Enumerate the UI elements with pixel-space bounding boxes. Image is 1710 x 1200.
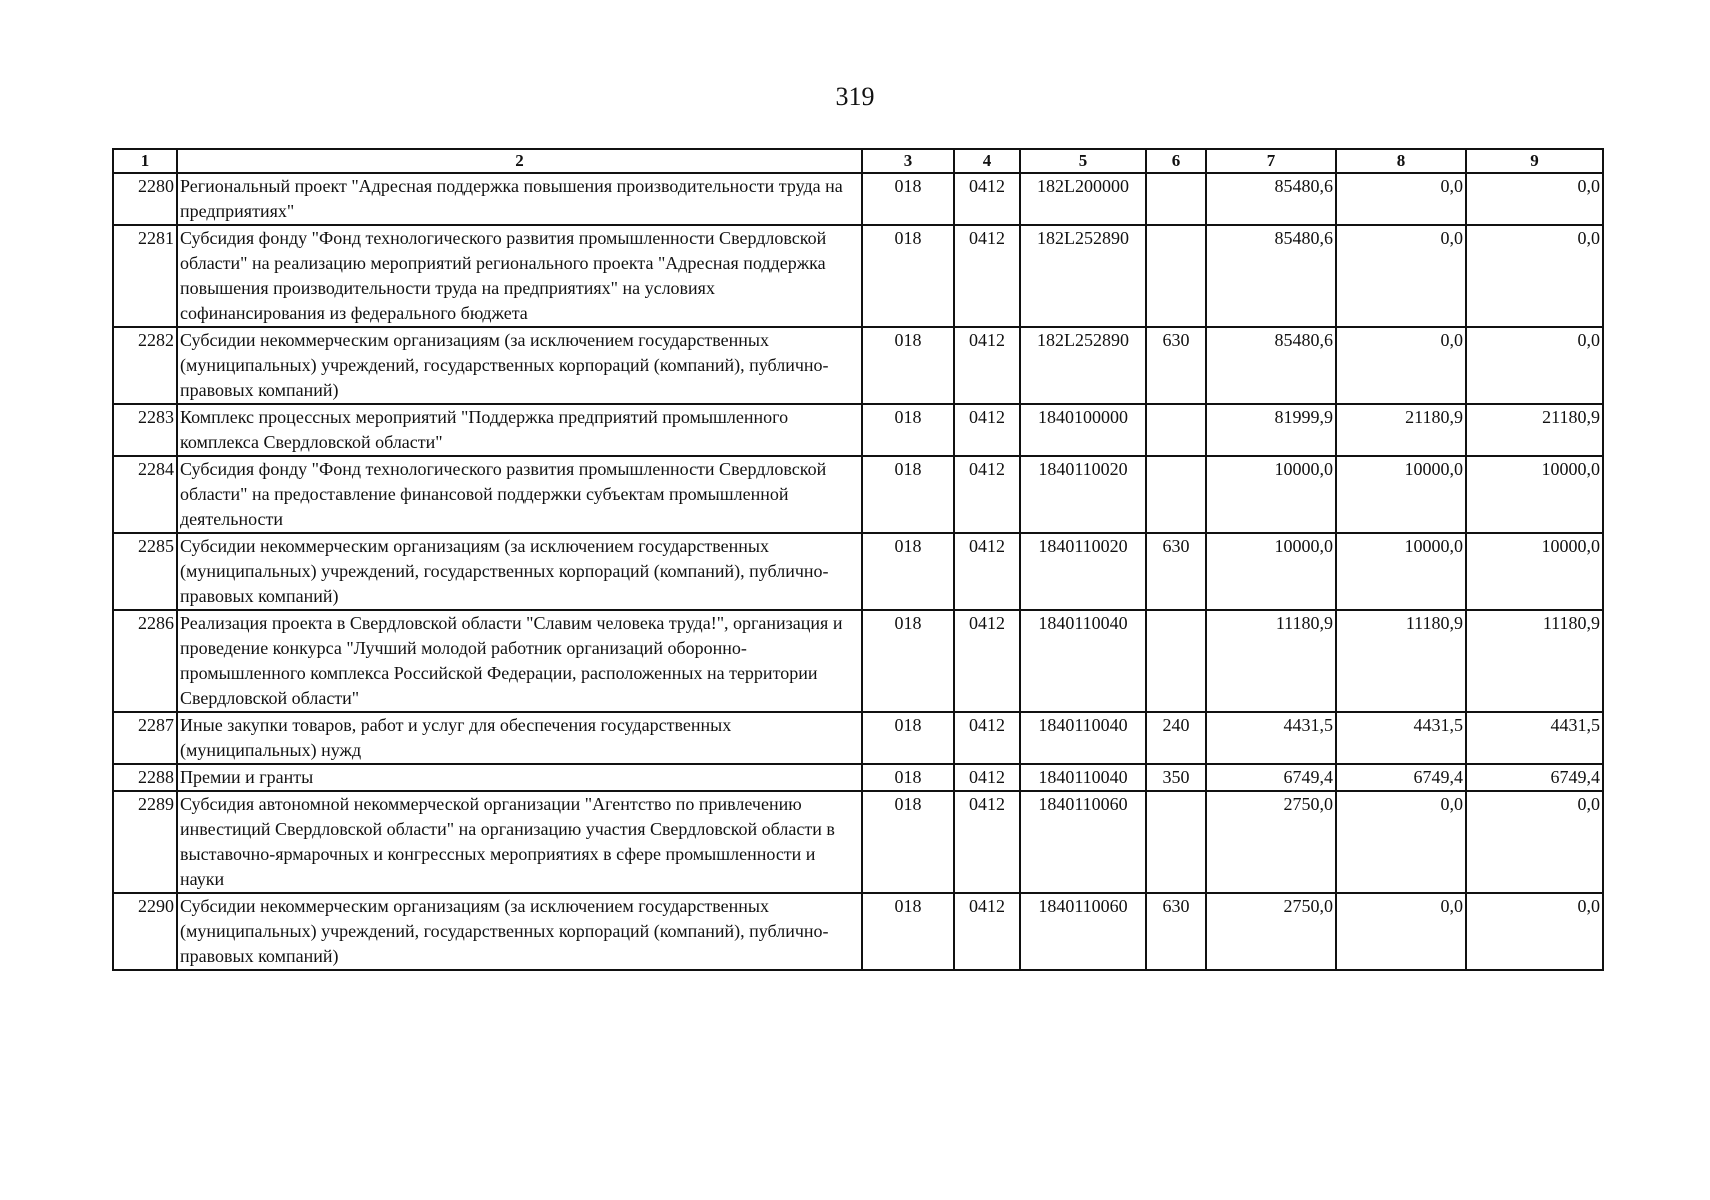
cell-col4: 0412 <box>954 533 1020 610</box>
cell-col5: 182L252890 <box>1020 225 1146 327</box>
cell-amount-8: 0,0 <box>1336 225 1466 327</box>
cell-amount-8: 21180,9 <box>1336 404 1466 456</box>
row-name: Субсидии некоммерческим организациям (за исключением государственных (муниципальных) учреждений, государственных корпораций (компаний), публично-правовых компаний) <box>177 533 862 610</box>
row-name: Субсидия автономной некоммерческой организации "Агентство по привлечению инвестиций Свердловской области" на организацию участия Свердловской области в выставочно-ярмарочных и конгрессных мероприятиях в сфере промышленности и науки <box>177 791 862 893</box>
cell-col3: 018 <box>862 225 954 327</box>
table-row <box>113 173 1603 225</box>
cell-col5: 1840110040 <box>1020 764 1146 791</box>
cell-col3: 018 <box>862 456 954 533</box>
cell-col4: 0412 <box>954 456 1020 533</box>
cell-amount-7: 6749,4 <box>1206 764 1336 791</box>
column-header-2: 2 <box>177 149 862 173</box>
row-number: 2290 <box>113 893 177 970</box>
row-number: 2283 <box>113 404 177 456</box>
cell-col5: 1840100000 <box>1020 404 1146 456</box>
cell-amount-7: 11180,9 <box>1206 610 1336 712</box>
table-row <box>113 893 1603 970</box>
row-number: 2289 <box>113 791 177 893</box>
cell-col5: 182L200000 <box>1020 173 1146 225</box>
cell-amount-9: 0,0 <box>1466 327 1603 404</box>
cell-amount-7: 85480,6 <box>1206 173 1336 225</box>
cell-amount-8: 0,0 <box>1336 791 1466 893</box>
cell-col6: 630 <box>1146 533 1206 610</box>
cell-col4: 0412 <box>954 764 1020 791</box>
cell-col4: 0412 <box>954 173 1020 225</box>
cell-amount-9: 0,0 <box>1466 225 1603 327</box>
cell-col5: 182L252890 <box>1020 327 1146 404</box>
row-number: 2284 <box>113 456 177 533</box>
cell-col3: 018 <box>862 893 954 970</box>
column-header-7: 7 <box>1206 149 1336 173</box>
cell-col3: 018 <box>862 764 954 791</box>
cell-col5: 1840110020 <box>1020 533 1146 610</box>
cell-col6: 630 <box>1146 893 1206 970</box>
cell-amount-9: 21180,9 <box>1466 404 1603 456</box>
cell-amount-7: 2750,0 <box>1206 893 1336 970</box>
cell-amount-9: 11180,9 <box>1466 610 1603 712</box>
row-name: Субсидии некоммерческим организациям (за исключением государственных (муниципальных) учреждений, государственных корпораций (компаний), публично-правовых компаний) <box>177 327 862 404</box>
page-number: 319 <box>835 82 875 111</box>
cell-col3: 018 <box>862 610 954 712</box>
cell-col3: 018 <box>862 173 954 225</box>
cell-amount-9: 6749,4 <box>1466 764 1603 791</box>
row-name: Комплекс процессных мероприятий "Поддержка предприятий промышленного комплекса Свердловской области" <box>177 404 862 456</box>
table-row <box>113 456 1603 533</box>
cell-col6: 630 <box>1146 327 1206 404</box>
row-name: Реализация проекта в Свердловской области "Славим человека труда!", организация и проведение конкурса "Лучший молодой работник организаций оборонно-промышленного комплекса Российской Федерации, расположенных на территории Свердловской области" <box>177 610 862 712</box>
cell-col4: 0412 <box>954 610 1020 712</box>
cell-col5: 1840110020 <box>1020 456 1146 533</box>
cell-amount-8: 10000,0 <box>1336 533 1466 610</box>
row-name: Премии и гранты <box>177 764 862 791</box>
cell-amount-8: 4431,5 <box>1336 712 1466 764</box>
cell-col6: 240 <box>1146 712 1206 764</box>
column-header-3: 3 <box>862 149 954 173</box>
cell-amount-7: 2750,0 <box>1206 791 1336 893</box>
cell-amount-9: 0,0 <box>1466 791 1603 893</box>
cell-amount-9: 4431,5 <box>1466 712 1603 764</box>
cell-col6 <box>1146 225 1206 327</box>
row-name: Иные закупки товаров, работ и услуг для обеспечения государственных (муниципальных) нужд <box>177 712 862 764</box>
cell-col6 <box>1146 173 1206 225</box>
table-row <box>113 610 1603 712</box>
cell-amount-8: 0,0 <box>1336 893 1466 970</box>
cell-col5: 1840110060 <box>1020 893 1146 970</box>
cell-amount-7: 85480,6 <box>1206 327 1336 404</box>
cell-col6 <box>1146 610 1206 712</box>
row-number: 2287 <box>113 712 177 764</box>
row-number: 2281 <box>113 225 177 327</box>
cell-amount-9: 0,0 <box>1466 173 1603 225</box>
column-header-5: 5 <box>1020 149 1146 173</box>
table-row <box>113 225 1603 327</box>
row-name: Субсидия фонду "Фонд технологического развития промышленности Свердловской области" на предоставление финансовой поддержки субъектам промышленной деятельности <box>177 456 862 533</box>
row-name: Субсидии некоммерческим организациям (за исключением государственных (муниципальных) учреждений, государственных корпораций (компаний), публично-правовых компаний) <box>177 893 862 970</box>
row-number: 2288 <box>113 764 177 791</box>
cell-amount-9: 10000,0 <box>1466 533 1603 610</box>
cell-amount-7: 4431,5 <box>1206 712 1336 764</box>
cell-col6 <box>1146 404 1206 456</box>
cell-col5: 1840110040 <box>1020 712 1146 764</box>
row-number: 2285 <box>113 533 177 610</box>
cell-amount-7: 10000,0 <box>1206 456 1336 533</box>
table-row <box>113 533 1603 610</box>
cell-amount-8: 10000,0 <box>1336 456 1466 533</box>
header-row <box>113 149 1603 173</box>
row-number: 2282 <box>113 327 177 404</box>
cell-col3: 018 <box>862 791 954 893</box>
cell-col4: 0412 <box>954 404 1020 456</box>
cell-amount-7: 81999,9 <box>1206 404 1336 456</box>
table-body <box>113 173 1603 970</box>
cell-col3: 018 <box>862 404 954 456</box>
column-header-9: 9 <box>1466 149 1603 173</box>
cell-col3: 018 <box>862 327 954 404</box>
table-row <box>113 764 1603 791</box>
table-row <box>113 712 1603 764</box>
cell-col5: 1840110040 <box>1020 610 1146 712</box>
table-row <box>113 404 1603 456</box>
column-header-4: 4 <box>954 149 1020 173</box>
cell-amount-8: 6749,4 <box>1336 764 1466 791</box>
budget-table <box>112 148 1604 971</box>
cell-col4: 0412 <box>954 791 1020 893</box>
cell-col3: 018 <box>862 712 954 764</box>
cell-amount-8: 0,0 <box>1336 327 1466 404</box>
cell-amount-8: 0,0 <box>1336 173 1466 225</box>
cell-amount-8: 11180,9 <box>1336 610 1466 712</box>
cell-col4: 0412 <box>954 225 1020 327</box>
cell-amount-7: 85480,6 <box>1206 225 1336 327</box>
cell-amount-7: 10000,0 <box>1206 533 1336 610</box>
cell-col4: 0412 <box>954 712 1020 764</box>
column-header-6: 6 <box>1146 149 1206 173</box>
row-number: 2286 <box>113 610 177 712</box>
row-name: Региональный проект "Адресная поддержка повышения производительности труда на предприятиях" <box>177 173 862 225</box>
column-header-1: 1 <box>113 149 177 173</box>
table-row <box>113 327 1603 404</box>
cell-col6 <box>1146 456 1206 533</box>
cell-col5: 1840110060 <box>1020 791 1146 893</box>
table-row <box>113 791 1603 893</box>
cell-amount-9: 0,0 <box>1466 893 1603 970</box>
cell-col4: 0412 <box>954 893 1020 970</box>
cell-col3: 018 <box>862 533 954 610</box>
cell-col6: 350 <box>1146 764 1206 791</box>
row-number: 2280 <box>113 173 177 225</box>
cell-amount-9: 10000,0 <box>1466 456 1603 533</box>
column-header-8: 8 <box>1336 149 1466 173</box>
cell-col4: 0412 <box>954 327 1020 404</box>
row-name: Субсидия фонду "Фонд технологического развития промышленности Свердловской области" на реализацию мероприятий регионального проекта "Адресная поддержка повышения производительности труда на предприятиях" на условиях софинансирования из федерального бюджета <box>177 225 862 327</box>
cell-col6 <box>1146 791 1206 893</box>
